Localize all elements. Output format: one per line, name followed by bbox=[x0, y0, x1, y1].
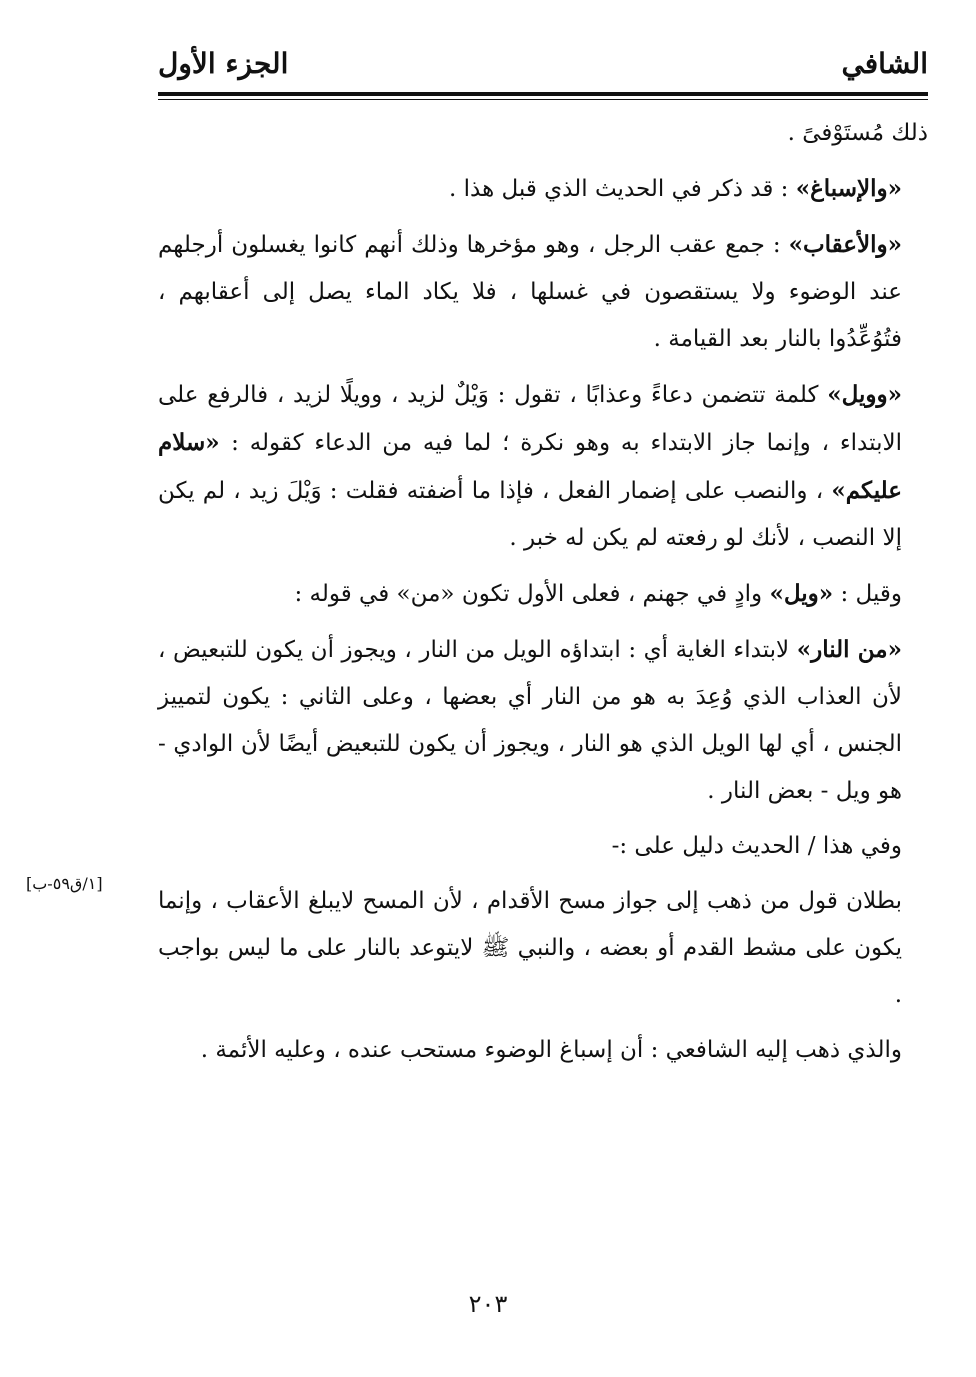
paragraph-dalil bbox=[158, 823, 928, 870]
paragraph-text: كلمة تتضمن دعاءً وعذابًا ، تقول : وَيْلٌ لزيد ، وويلًا لزيد ، فالرفع على الابتداء ، وإنما جاز الابتداء به وهو نكرة ؛ لما فيه من الدعاء كقوله : bbox=[158, 382, 902, 456]
term-aqab: «والأعقاب» bbox=[788, 231, 902, 258]
header-rule-thin bbox=[158, 99, 928, 100]
running-head-volume: الجزء الأول bbox=[158, 47, 289, 80]
paragraph-text: : قد ذكر في الحديث الذي قبل هذا . bbox=[448, 176, 796, 202]
paragraph-isbagh bbox=[158, 165, 928, 213]
page-number: ٢٠٣ bbox=[468, 1290, 508, 1318]
term-wayl: «وويل» bbox=[827, 381, 902, 408]
paragraph-text: وفي هذا / الحديث دليل على :- bbox=[611, 833, 902, 859]
paragraph-butlan bbox=[158, 878, 928, 1019]
header-rule-thick bbox=[158, 92, 928, 96]
paragraph-text: لابتداء الغاية أي : ابتداؤه الويل من النار ، ويجوز أن يكون للتبعيض ، لأن العذاب الذي وُعِدَ به هو من النار أي بعضها ، وعلى الثاني : يكون لتمييز الجنس ، أي لها الويل الذي هو النار ، ويجوز أن يكون للتبعيض أيضًا لأن الوادي - هو ويل - بعض النار . bbox=[158, 637, 902, 804]
paragraph-shafii bbox=[158, 1027, 928, 1074]
running-head-book-title: الشافي bbox=[841, 47, 928, 80]
paragraph-min-al-nar bbox=[158, 626, 928, 815]
term-wayl-valley: «ويل» bbox=[769, 580, 834, 607]
term-isbagh: «والإسباغ» bbox=[795, 175, 902, 202]
paragraph-text: والذي ذهب إليه الشافعي : أن إسباغ الوضوء مستحب عنده ، وعليه الأئمة . bbox=[200, 1037, 902, 1063]
paragraph-wayl bbox=[158, 371, 928, 562]
paragraph-text: بطلان قول من ذهب إلى جواز مسح الأقدام ، لأن المسح لايبلغ الأعقاب ، وإنما يكون على مشط القدم أو بعضه ، والنبي ﷺ لايتوعد بالنار على ما ليس بواجب . bbox=[158, 888, 902, 1008]
paragraph-aqab bbox=[158, 221, 928, 363]
term-salam-alaykum: «سلام عليكم» bbox=[158, 429, 902, 504]
manuscript-folio-note: [١/ق٥٩-ب] bbox=[26, 874, 103, 893]
paragraph-text: ذلك مُستَوْفىً . bbox=[787, 120, 928, 146]
paragraph-text: وادٍ في جهنم ، فعلى الأول تكون «من» في قوله : bbox=[294, 581, 770, 607]
term-min-al-nar: «من النار» bbox=[796, 636, 903, 663]
paragraph-continuation bbox=[158, 110, 928, 157]
paragraph-text: وقيل : bbox=[833, 581, 902, 607]
body-text bbox=[158, 110, 928, 1074]
paragraph-text: : جمع عقب الرجل ، وهو مؤخرها وذلك أنهم كانوا يغسلون أرجلهم عند الوضوء ولا يستقصون في غسلها ، فلا يكاد الماء يصل إلى أعقابهم ، فتُوُعِّدُوا بالنار بعد القيامة . bbox=[158, 232, 902, 352]
paragraph-text: ، والنصب على إضمار الفعل ، فإذا ما أضفته فقلت : وَيْلَ زيد ، لم يكن إلا النصب ، لأنك لو رفعته لم يكن له خبر . bbox=[158, 478, 902, 551]
paragraph-wadi bbox=[158, 570, 928, 618]
